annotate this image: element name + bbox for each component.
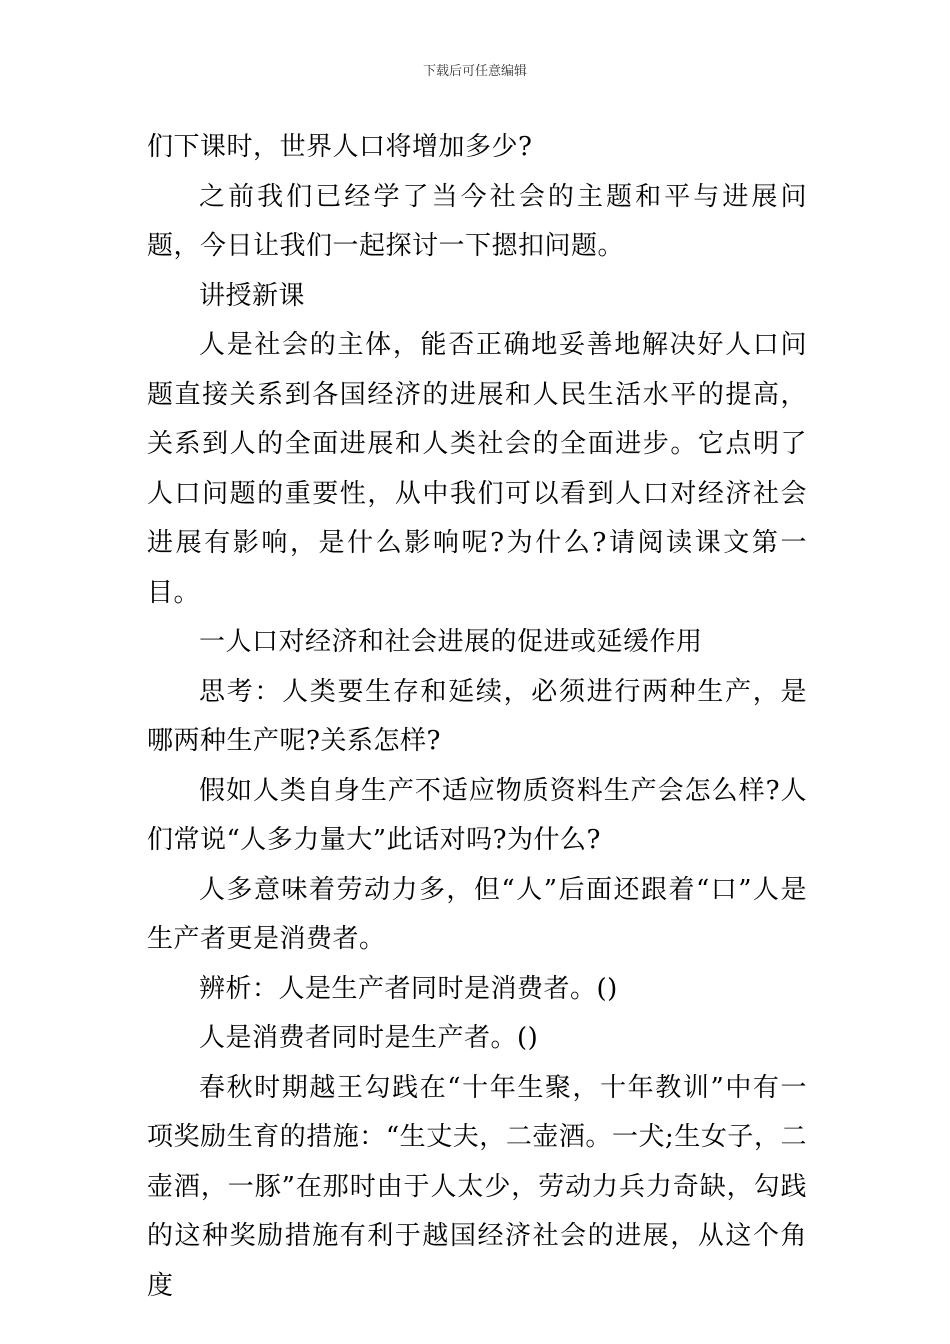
- section-heading-new-lesson: 讲授新课: [199, 280, 306, 311]
- page-header-note: 下载后可任意编辑: [422, 64, 527, 79]
- paragraph-question: 假如人类自身生产不适应物质资料生产会怎么样?人们常说“人多力量大”此话对吗?为什么?: [147, 775, 807, 855]
- section-heading-population-effect: 一人口对经济和社会进展的促进或延缓作用: [199, 627, 703, 657]
- paragraph-discern-2: 人是消费者同时是生产者。(): [199, 1023, 539, 1053]
- document-body: [147, 123, 807, 1311]
- paragraph-discern-1: 辨析：人是生产者同时是消费者。(): [199, 973, 618, 1004]
- paragraph-history-example: 春秋时期越王勾践在“十年生聚，十年教训”中有一项奖励生育的措施：“生丈夫，二壶酒。一犬;生女子，二壶酒，一豚”在那时由于人太少，劳动力兵力奇缺，勾践的这种奖励措施有利于越国经济社会的进展，从这个角度: [147, 1072, 807, 1301]
- paragraph-1: 们下课时，世界人口将增加多少?: [147, 132, 533, 162]
- paragraph-2: 之前我们已经学了当今社会的主题和平与进展问题，今日让我们一起探讨一下摁扣问题。: [147, 181, 807, 261]
- paragraph-think: 思考：人类要生存和延续，必须进行两种生产，是哪两种生产呢?关系怎样?: [147, 676, 807, 756]
- paragraph-4: 人是社会的主体，能否正确地妥善地解决好人口问题直接关系到各国经济的进展和人民生活水平的提高，关系到人的全面进展和人类社会的全面进步。它点明了人口问题的重要性，从中我们可以看到人口对经济社会进展有影响，是什么影响呢?为什么?请阅读课文第一目。: [147, 330, 807, 608]
- paragraph-producer-consumer: 人多意味着劳动力多，但“人”后面还跟着“口”人是生产者更是消费者。: [147, 874, 807, 954]
